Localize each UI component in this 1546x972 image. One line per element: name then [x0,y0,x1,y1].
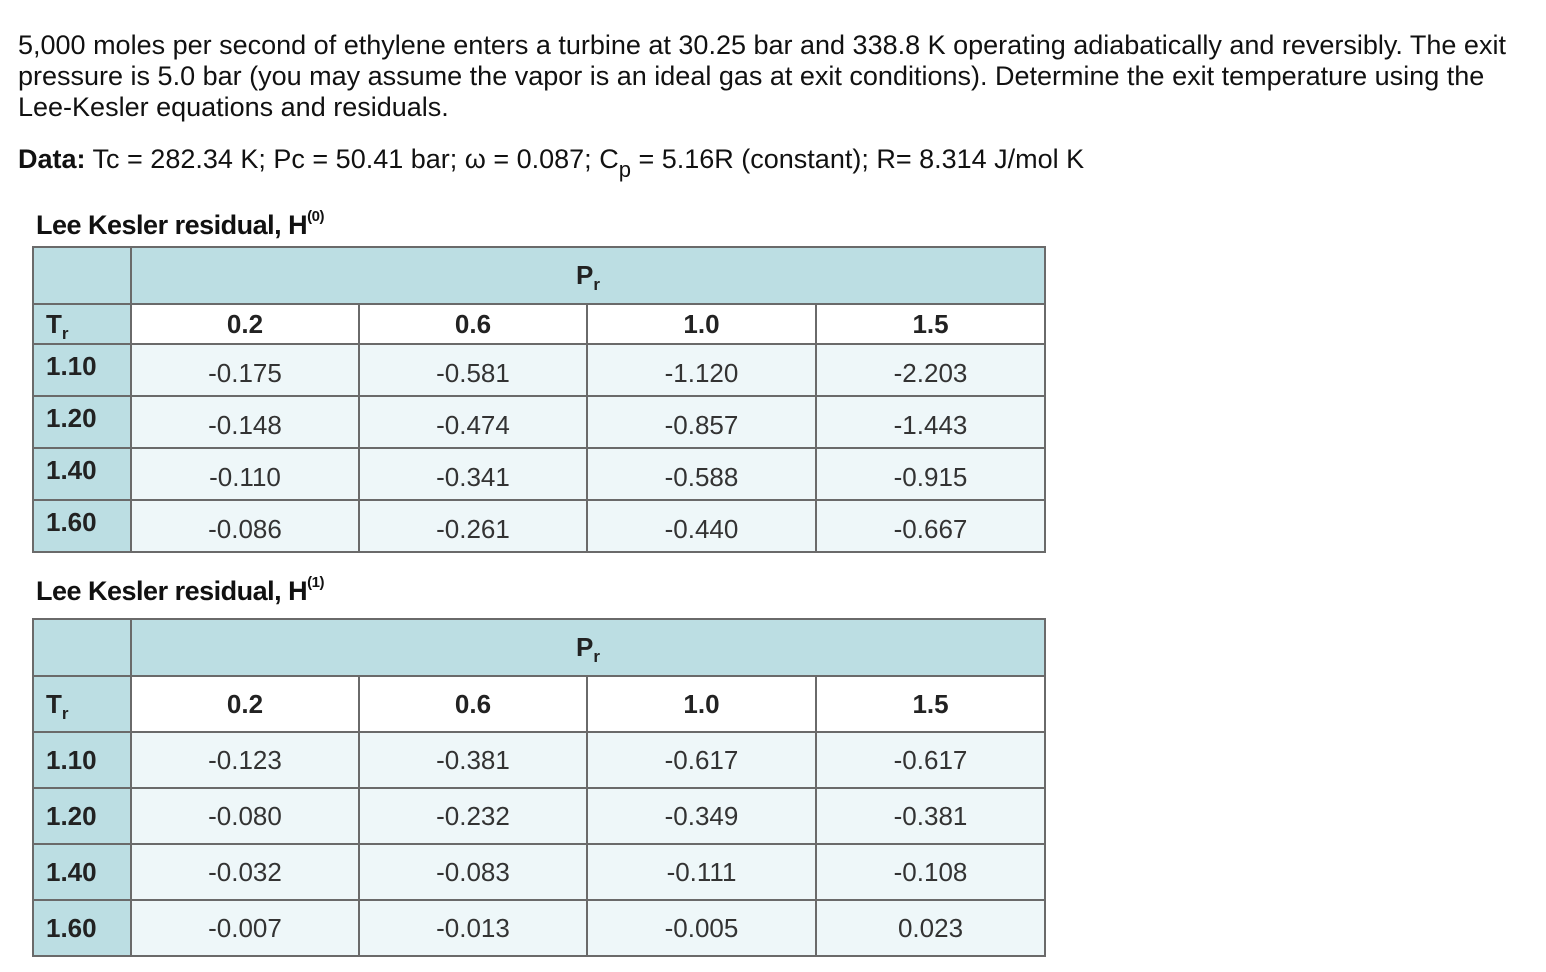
problem-statement: 5,000 moles per second of ethylene enters a turbine at 30.25 bar and 338.8 K operating adiabatically and reversibly. The exit pressure is 5.0 bar (you may assume the vapor is an ideal gas at exit conditions). Determine the exit temperature using the Lee-Kesler equations and residuals. [18,30,1506,122]
data-line [18,142,1085,182]
data-label: Data: [18,144,86,174]
pr-symbol: P [576,632,594,662]
table-row [33,448,1045,500]
pr-subscript: r [593,275,600,294]
table-cell: 0.023 [816,900,1045,956]
table-cell: -1.443 [816,396,1045,448]
table-cell: -0.080 [131,788,359,844]
table-cell: -0.032 [131,844,359,900]
table-cell: -0.123 [131,732,359,788]
data-constants-1: Tc = 282.34 K; Pc = 50.41 bar; ω = 0.087; C [92,144,619,174]
table-h0-row-tr: 1.60 [33,500,131,552]
table-cell: -0.581 [359,344,587,396]
table-h1-column-header-row [33,676,1045,732]
table-cell: -0.617 [816,732,1045,788]
table-cell: -0.005 [587,900,816,956]
table-h1 [32,618,1046,957]
table-h0-row-tr: 1.10 [33,344,131,396]
table-h1-col-header: 1.5 [816,676,1045,732]
table-cell: -0.261 [359,500,587,552]
cp-subscript: p [618,157,631,182]
table-cell: -0.007 [131,900,359,956]
table-cell: -0.148 [131,396,359,448]
table-cell: -0.857 [587,396,816,448]
pr-symbol: P [576,260,594,290]
table-cell: -0.110 [131,448,359,500]
table-row [33,900,1045,956]
tr-subscript: r [61,703,69,723]
table-h0-col-header: 0.6 [359,304,587,344]
table-row [33,396,1045,448]
table-h1-tr-label [33,676,131,732]
table-h0-row-tr: 1.20 [33,396,131,448]
table-cell: -0.381 [816,788,1045,844]
table-h1-corner [33,619,131,676]
table-h0-tr-label [33,304,131,344]
table-h1-col-header: 0.6 [359,676,587,732]
tr-subscript: r [61,323,69,343]
table-h1-row-tr: 1.10 [33,732,131,788]
table-cell: -0.381 [359,732,587,788]
table-cell: -0.232 [359,788,587,844]
table-cell: -2.203 [816,344,1045,396]
table-cell: -0.086 [131,500,359,552]
table-h0-corner [33,247,131,304]
tr-symbol: T [46,688,62,719]
table-h0-col-header: 0.2 [131,304,359,344]
table-cell: -0.175 [131,344,359,396]
table-h0-column-header-row [33,304,1045,344]
table-cell: -0.474 [359,396,587,448]
table-cell: -0.667 [816,500,1045,552]
table-h0-pr-header-row [33,247,1045,304]
table-cell: -0.617 [587,732,816,788]
table-h1-caption [36,576,324,607]
table-h0-col-header: 1.5 [816,304,1045,344]
table-cell: -0.111 [587,844,816,900]
table-h0 [32,246,1046,553]
table-row [33,732,1045,788]
table-h1-col-header: 1.0 [587,676,816,732]
table-h1-row-tr: 1.20 [33,788,131,844]
table-h1-pr-header [131,619,1045,676]
pr-subscript: r [593,647,600,666]
table-cell: -0.588 [587,448,816,500]
table-cell: -0.341 [359,448,587,500]
table-row [33,344,1045,396]
table-cell: -0.108 [816,844,1045,900]
table-row [33,844,1045,900]
table-h1-pr-header-row [33,619,1045,676]
table-h0-caption [36,210,324,241]
table-cell: -1.120 [587,344,816,396]
table-h0-col-header: 1.0 [587,304,816,344]
table-h0-caption-sup: (0) [307,208,324,225]
table-cell: -0.349 [587,788,816,844]
table-cell: -0.013 [359,900,587,956]
table-h0-pr-header [131,247,1045,304]
table-h1-row-tr: 1.40 [33,844,131,900]
table-h1-row-tr: 1.60 [33,900,131,956]
table-cell: -0.083 [359,844,587,900]
table-h1-col-header: 0.2 [131,676,359,732]
table-row [33,788,1045,844]
table-cell: -0.440 [587,500,816,552]
table-cell: -0.915 [816,448,1045,500]
data-constants-2: = 5.16R (constant); R= 8.314 J/mol K [630,144,1085,174]
table-row [33,500,1045,552]
table-h0-caption-text: Lee Kesler residual, H [36,210,308,240]
table-h0-row-tr: 1.40 [33,448,131,500]
tr-symbol: T [46,308,62,339]
table-h1-caption-text: Lee Kesler residual, H [36,576,308,606]
table-h1-caption-sup: (1) [307,574,324,591]
